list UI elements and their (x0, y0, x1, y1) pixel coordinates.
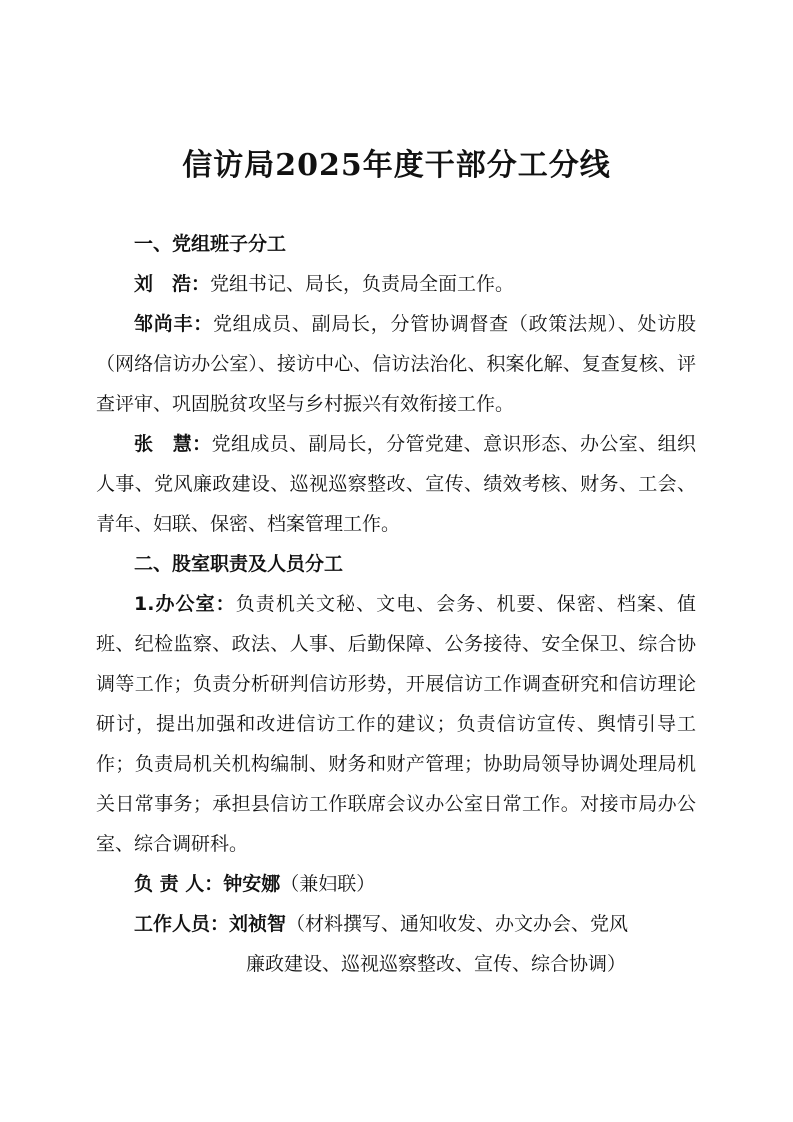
member-duty-zhang: 党组成员、副局长，分管党建、意识形态、办公室、组织人事、党风廉政建设、巡视巡察整改、宣传、绩效考核、财务、工会、青年、妇联、保密、档案管理工作。 (96, 433, 696, 535)
member-paragraph-zhang (96, 424, 696, 544)
member-name-zhang: 张 慧： (134, 433, 212, 455)
section-heading-1 (96, 224, 696, 264)
document-body (96, 224, 696, 984)
member-duty-zou: 党组成员、副局长，分管协调督查（政策法规）、处访股（网络信访办公室）、接访中心、信访法治化、积案化解、复查复核、评查评审、巩固脱贫攻坚与乡村振兴有效衔接工作。 (96, 313, 696, 415)
office-leader-line (96, 864, 696, 904)
office-staff-note-1: （材料撰写、通知收发、办文办会、党风 (286, 913, 629, 935)
office-leader-label: 负 责 人： (134, 873, 224, 895)
office-staff-line (96, 904, 696, 944)
office-duty: 负责机关文秘、文电、会务、机要、保密、档案、值班、纪检监察、政法、人事、后勤保障、公务接待、安全保卫、综合协调等工作；负责分析研判信访形势，开展信访工作调查研究和信访理论研讨，提出加强和改进信访工作的建议；负责信访宣传、舆情引导工作；负责局机关机构编制、财务和财产管理；协助局领导协调处理局机关日常事务；承担县信访工作联席会议办公室日常工作。对接市局办公室、综合调研科。 (96, 593, 696, 855)
member-name-zou: 邹尚丰： (134, 313, 213, 335)
section-heading-2-text: 二、股室职责及人员分工 (134, 553, 344, 575)
office-staff-line-cont (96, 944, 696, 984)
section-heading-2 (96, 544, 696, 584)
member-name-liu: 刘 浩： (134, 273, 211, 295)
office-staff-note-2: 廉政建设、巡视巡察整改、宣传、综合协调） (246, 953, 627, 975)
section-heading-1-text: 一、党组班子分工 (134, 233, 287, 255)
member-duty-liu: 党组书记、局长，负责局全面工作。 (210, 273, 515, 295)
member-paragraph-zou (96, 304, 696, 424)
office-staff-name: 刘祯智 (229, 913, 287, 935)
office-staff-label: 工作人员： (134, 913, 230, 935)
office-paragraph (96, 584, 696, 864)
member-paragraph-liu (96, 264, 696, 304)
office-leader-name: 钟安娜 (223, 873, 281, 895)
office-leader-note: （兼妇联） (280, 873, 376, 895)
document-title: 信访局2025年度干部分工分线 (182, 148, 611, 183)
office-label: 1.办公室： (134, 593, 236, 615)
